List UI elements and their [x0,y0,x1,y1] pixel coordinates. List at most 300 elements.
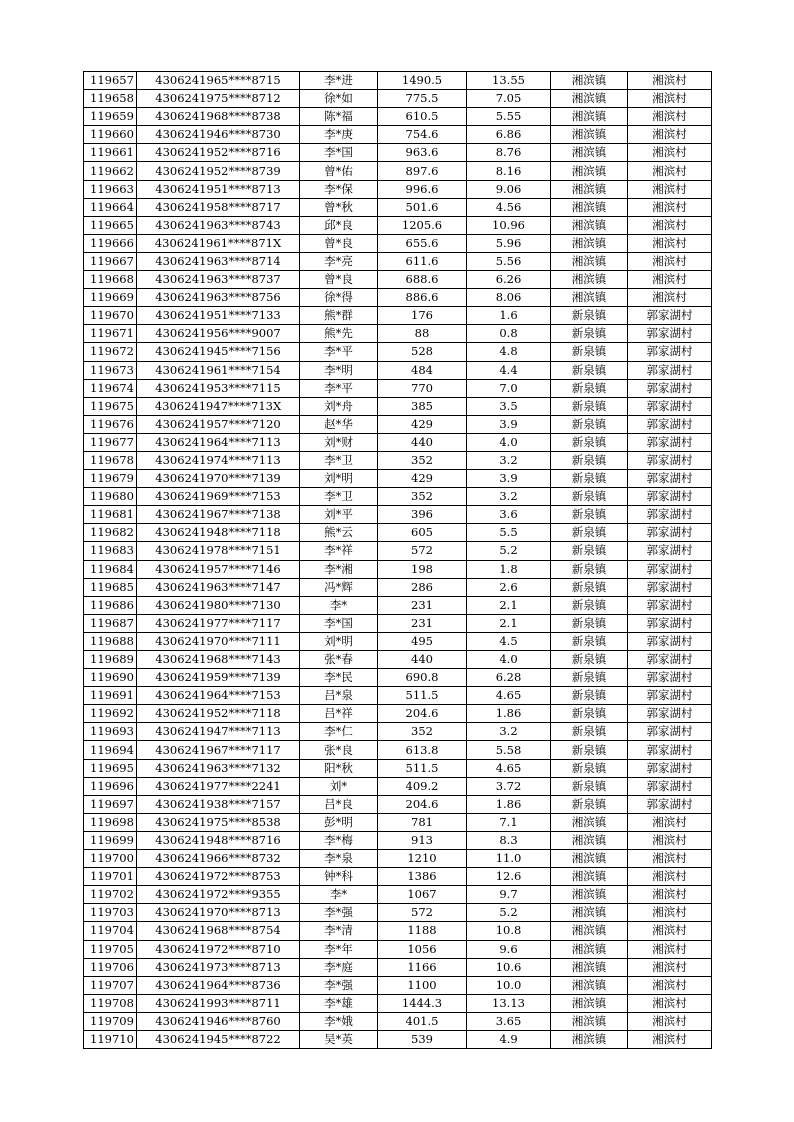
amount-cell: 539 [378,1030,467,1048]
table-row [84,271,712,289]
area-cell: 6.26 [467,271,551,289]
amount-cell: 605 [378,524,467,542]
amount-cell: 1188 [378,922,467,940]
village-cell: 湘滨村 [628,958,712,976]
area-cell: 1.86 [467,705,551,723]
area-cell: 4.65 [467,759,551,777]
id-number-cell: 4306241956****9007 [137,325,300,343]
amount-cell: 1056 [378,940,467,958]
id-number-cell: 4306241970****8713 [137,904,300,922]
record-number-cell: 119667 [84,252,137,270]
person-name-cell: 熊*先 [300,325,378,343]
village-cell: 郭家湖村 [628,524,712,542]
town-cell: 新泉镇 [551,325,628,343]
record-number-cell: 119678 [84,451,137,469]
village-cell: 郭家湖村 [628,687,712,705]
town-cell: 湘滨镇 [551,922,628,940]
person-name-cell: 李*仁 [300,723,378,741]
person-name-cell: 李*湘 [300,560,378,578]
id-number-cell: 4306241961****7154 [137,361,300,379]
record-number-cell: 119700 [84,850,137,868]
village-cell: 郭家湖村 [628,397,712,415]
village-cell: 湘滨村 [628,216,712,234]
record-number-cell: 119691 [84,687,137,705]
record-number-cell: 119689 [84,651,137,669]
amount-cell: 198 [378,560,467,578]
table-row [84,795,712,813]
person-name-cell: 彭*明 [300,813,378,831]
amount-cell: 913 [378,831,467,849]
table-row [84,669,712,687]
record-number-cell: 119705 [84,940,137,958]
id-number-cell: 4306241978****7151 [137,542,300,560]
area-cell: 7.1 [467,813,551,831]
id-number-cell: 4306241946****8730 [137,126,300,144]
area-cell: 3.2 [467,488,551,506]
id-number-cell: 4306241968****7143 [137,651,300,669]
area-cell: 10.8 [467,922,551,940]
id-number-cell: 4306241977****2241 [137,777,300,795]
record-number-cell: 119695 [84,759,137,777]
amount-cell: 528 [378,343,467,361]
amount-cell: 440 [378,433,467,451]
village-cell: 郭家湖村 [628,632,712,650]
town-cell: 湘滨镇 [551,252,628,270]
record-number-cell: 119657 [84,72,137,90]
record-number-cell: 119708 [84,994,137,1012]
village-cell: 湘滨村 [628,72,712,90]
table-row [84,234,712,252]
village-cell: 湘滨村 [628,126,712,144]
table-row [84,560,712,578]
area-cell: 13.55 [467,72,551,90]
area-cell: 9.7 [467,886,551,904]
table-row [84,976,712,994]
area-cell: 8.3 [467,831,551,849]
town-cell: 湘滨镇 [551,958,628,976]
village-cell: 湘滨村 [628,289,712,307]
table-row [84,813,712,831]
person-name-cell: 曾*佑 [300,162,378,180]
amount-cell: 1067 [378,886,467,904]
record-number-cell: 119693 [84,723,137,741]
town-cell: 湘滨镇 [551,234,628,252]
village-cell: 湘滨村 [628,90,712,108]
village-cell: 郭家湖村 [628,614,712,632]
amount-cell: 690.8 [378,669,467,687]
village-cell: 湘滨村 [628,904,712,922]
area-cell: 5.2 [467,904,551,922]
record-number-cell: 119661 [84,144,137,162]
amount-cell: 1166 [378,958,467,976]
person-name-cell: 李*民 [300,669,378,687]
record-number-cell: 119687 [84,614,137,632]
amount-cell: 572 [378,542,467,560]
amount-cell: 352 [378,723,467,741]
id-number-cell: 4306241967****7138 [137,506,300,524]
table-row [84,578,712,596]
town-cell: 新泉镇 [551,777,628,795]
id-number-cell: 4306241968****8738 [137,108,300,126]
person-name-cell: 曾*良 [300,234,378,252]
amount-cell: 429 [378,470,467,488]
village-cell: 郭家湖村 [628,705,712,723]
town-cell: 新泉镇 [551,560,628,578]
table-row [84,325,712,343]
id-number-cell: 4306241963****8743 [137,216,300,234]
area-cell: 8.06 [467,289,551,307]
record-number-cell: 119684 [84,560,137,578]
town-cell: 新泉镇 [551,741,628,759]
town-cell: 新泉镇 [551,632,628,650]
area-cell: 3.9 [467,415,551,433]
town-cell: 湘滨镇 [551,976,628,994]
area-cell: 1.6 [467,307,551,325]
person-name-cell: 李*强 [300,976,378,994]
town-cell: 湘滨镇 [551,289,628,307]
village-cell: 湘滨村 [628,1012,712,1030]
id-number-cell: 4306241975****8712 [137,90,300,108]
id-number-cell: 4306241964****7153 [137,687,300,705]
table-row [84,596,712,614]
town-cell: 新泉镇 [551,524,628,542]
village-cell: 湘滨村 [628,886,712,904]
village-cell: 郭家湖村 [628,488,712,506]
village-cell: 湘滨村 [628,252,712,270]
person-name-cell: 李*卫 [300,488,378,506]
table-row [84,759,712,777]
area-cell: 5.55 [467,108,551,126]
id-number-cell: 4306241968****8754 [137,922,300,940]
table-row [84,940,712,958]
village-cell: 湘滨村 [628,162,712,180]
area-cell: 6.86 [467,126,551,144]
town-cell: 湘滨镇 [551,90,628,108]
area-cell: 11.0 [467,850,551,868]
person-name-cell: 李*平 [300,379,378,397]
amount-cell: 1205.6 [378,216,467,234]
amount-cell: 231 [378,614,467,632]
town-cell: 湘滨镇 [551,216,628,234]
id-number-cell: 4306241977****7117 [137,614,300,632]
table-row [84,415,712,433]
area-cell: 13.13 [467,994,551,1012]
person-name-cell: 李*雄 [300,994,378,1012]
table-row [84,72,712,90]
record-number-cell: 119688 [84,632,137,650]
amount-cell: 286 [378,578,467,596]
table-row [84,289,712,307]
amount-cell: 775.5 [378,90,467,108]
person-name-cell: 冯*辉 [300,578,378,596]
area-cell: 4.9 [467,1030,551,1048]
person-name-cell: 李*国 [300,144,378,162]
village-cell: 郭家湖村 [628,669,712,687]
record-number-cell: 119701 [84,868,137,886]
village-cell: 郭家湖村 [628,651,712,669]
amount-cell: 484 [378,361,467,379]
id-number-cell: 4306241975****8538 [137,813,300,831]
id-number-cell: 4306241953****7115 [137,379,300,397]
amount-cell: 613.8 [378,741,467,759]
record-number-cell: 119680 [84,488,137,506]
amount-cell: 495 [378,632,467,650]
town-cell: 湘滨镇 [551,886,628,904]
village-cell: 郭家湖村 [628,560,712,578]
amount-cell: 204.6 [378,795,467,813]
area-cell: 5.96 [467,234,551,252]
record-number-cell: 119686 [84,596,137,614]
village-cell: 郭家湖村 [628,470,712,488]
amount-cell: 886.6 [378,289,467,307]
village-cell: 湘滨村 [628,1030,712,1048]
town-cell: 湘滨镇 [551,994,628,1012]
person-name-cell: 刘*明 [300,632,378,650]
area-cell: 3.65 [467,1012,551,1030]
id-number-cell: 4306241973****8713 [137,958,300,976]
record-number-cell: 119676 [84,415,137,433]
record-number-cell: 119710 [84,1030,137,1048]
amount-cell: 401.5 [378,1012,467,1030]
record-number-cell: 119662 [84,162,137,180]
town-cell: 新泉镇 [551,433,628,451]
record-number-cell: 119663 [84,180,137,198]
amount-cell: 231 [378,596,467,614]
area-cell: 4.56 [467,198,551,216]
person-name-cell: 徐*如 [300,90,378,108]
amount-cell: 440 [378,651,467,669]
area-cell: 4.5 [467,632,551,650]
amount-cell: 655.6 [378,234,467,252]
table-row [84,868,712,886]
town-cell: 新泉镇 [551,723,628,741]
person-name-cell: 李*泉 [300,850,378,868]
town-cell: 湘滨镇 [551,850,628,868]
id-number-cell: 4306241972****9355 [137,886,300,904]
area-cell: 3.2 [467,451,551,469]
town-cell: 湘滨镇 [551,126,628,144]
id-number-cell: 4306241948****8716 [137,831,300,849]
town-cell: 湘滨镇 [551,180,628,198]
village-cell: 郭家湖村 [628,343,712,361]
town-cell: 新泉镇 [551,343,628,361]
id-number-cell: 4306241959****7139 [137,669,300,687]
amount-cell: 1386 [378,868,467,886]
person-name-cell: 李*庚 [300,126,378,144]
town-cell: 新泉镇 [551,307,628,325]
id-number-cell: 4306241957****7146 [137,560,300,578]
table-row [84,1012,712,1030]
person-name-cell: 熊*云 [300,524,378,542]
id-number-cell: 4306241945****8722 [137,1030,300,1048]
id-number-cell: 4306241958****8717 [137,198,300,216]
village-cell: 湘滨村 [628,976,712,994]
village-cell: 湘滨村 [628,940,712,958]
village-cell: 郭家湖村 [628,723,712,741]
id-number-cell: 4306241963****8756 [137,289,300,307]
table-row [84,361,712,379]
village-cell: 郭家湖村 [628,741,712,759]
amount-cell: 754.6 [378,126,467,144]
town-cell: 新泉镇 [551,759,628,777]
amount-cell: 511.5 [378,759,467,777]
record-number-cell: 119690 [84,669,137,687]
person-name-cell: 李* [300,596,378,614]
table-row [84,144,712,162]
person-name-cell: 李*祥 [300,542,378,560]
amount-cell: 352 [378,488,467,506]
village-cell: 郭家湖村 [628,307,712,325]
person-name-cell: 李*强 [300,904,378,922]
id-number-cell: 4306241965****8715 [137,72,300,90]
town-cell: 新泉镇 [551,361,628,379]
village-cell: 湘滨村 [628,850,712,868]
person-name-cell: 李*平 [300,343,378,361]
village-cell: 郭家湖村 [628,415,712,433]
amount-cell: 1100 [378,976,467,994]
person-name-cell: 刘*平 [300,506,378,524]
person-name-cell: 曾*秋 [300,198,378,216]
area-cell: 9.6 [467,940,551,958]
town-cell: 新泉镇 [551,596,628,614]
table-row [84,705,712,723]
town-cell: 新泉镇 [551,614,628,632]
record-table-body [84,72,712,1049]
area-cell: 7.0 [467,379,551,397]
table-row [84,90,712,108]
area-cell: 6.28 [467,669,551,687]
village-cell: 郭家湖村 [628,542,712,560]
table-row [84,831,712,849]
person-name-cell: 李*亮 [300,252,378,270]
table-row [84,886,712,904]
area-cell: 5.2 [467,542,551,560]
id-number-cell: 4306241980****7130 [137,596,300,614]
record-number-cell: 119682 [84,524,137,542]
table-row [84,741,712,759]
table-row [84,723,712,741]
amount-cell: 204.6 [378,705,467,723]
village-cell: 郭家湖村 [628,433,712,451]
person-name-cell: 吕*泉 [300,687,378,705]
amount-cell: 396 [378,506,467,524]
area-cell: 12.6 [467,868,551,886]
area-cell: 0.8 [467,325,551,343]
town-cell: 新泉镇 [551,470,628,488]
record-number-cell: 119679 [84,470,137,488]
area-cell: 10.96 [467,216,551,234]
town-cell: 新泉镇 [551,705,628,723]
village-cell: 湘滨村 [628,234,712,252]
id-number-cell: 4306241948****7118 [137,524,300,542]
amount-cell: 781 [378,813,467,831]
area-cell: 5.5 [467,524,551,542]
area-cell: 2.1 [467,614,551,632]
person-name-cell: 徐*得 [300,289,378,307]
id-number-cell: 4306241963****8737 [137,271,300,289]
town-cell: 新泉镇 [551,651,628,669]
record-number-cell: 119707 [84,976,137,994]
table-row [84,850,712,868]
person-name-cell: 钟*科 [300,868,378,886]
town-cell: 湘滨镇 [551,72,628,90]
table-row [84,922,712,940]
person-name-cell: 刘*财 [300,433,378,451]
table-row [84,632,712,650]
amount-cell: 409.2 [378,777,467,795]
amount-cell: 688.6 [378,271,467,289]
area-cell: 4.65 [467,687,551,705]
id-number-cell: 4306241966****8732 [137,850,300,868]
table-row [84,1030,712,1048]
village-cell: 湘滨村 [628,831,712,849]
person-name-cell: 李*卫 [300,451,378,469]
town-cell: 湘滨镇 [551,144,628,162]
person-name-cell: 阳*秋 [300,759,378,777]
id-number-cell: 4306241967****7117 [137,741,300,759]
person-name-cell: 吴*英 [300,1030,378,1048]
record-number-cell: 119696 [84,777,137,795]
table-row [84,470,712,488]
person-name-cell: 吕*良 [300,795,378,813]
amount-cell: 611.6 [378,252,467,270]
town-cell: 新泉镇 [551,578,628,596]
id-number-cell: 4306241963****7132 [137,759,300,777]
amount-cell: 770 [378,379,467,397]
amount-cell: 429 [378,415,467,433]
record-number-cell: 119673 [84,361,137,379]
amount-cell: 176 [378,307,467,325]
person-name-cell: 李*国 [300,614,378,632]
village-cell: 湘滨村 [628,813,712,831]
record-number-cell: 119674 [84,379,137,397]
area-cell: 4.8 [467,343,551,361]
person-name-cell: 张*春 [300,651,378,669]
id-number-cell: 4306241974****7113 [137,451,300,469]
person-name-cell: 李* [300,886,378,904]
record-number-cell: 119681 [84,506,137,524]
village-cell: 郭家湖村 [628,361,712,379]
table-row [84,343,712,361]
table-row [84,651,712,669]
record-number-cell: 119669 [84,289,137,307]
record-number-cell: 119699 [84,831,137,849]
person-name-cell: 李*年 [300,940,378,958]
area-cell: 1.8 [467,560,551,578]
town-cell: 新泉镇 [551,488,628,506]
record-number-cell: 119675 [84,397,137,415]
amount-cell: 352 [378,451,467,469]
village-cell: 郭家湖村 [628,759,712,777]
area-cell: 10.6 [467,958,551,976]
person-name-cell: 李*清 [300,922,378,940]
id-number-cell: 4306241947****7113 [137,723,300,741]
town-cell: 湘滨镇 [551,904,628,922]
amount-cell: 1444.3 [378,994,467,1012]
amount-cell: 385 [378,397,467,415]
town-cell: 新泉镇 [551,451,628,469]
table-row [84,904,712,922]
village-cell: 湘滨村 [628,922,712,940]
table-row [84,252,712,270]
id-number-cell: 4306241946****8760 [137,1012,300,1030]
town-cell: 湘滨镇 [551,1012,628,1030]
area-cell: 7.05 [467,90,551,108]
amount-cell: 610.5 [378,108,467,126]
person-name-cell: 李*明 [300,361,378,379]
table-row [84,126,712,144]
town-cell: 新泉镇 [551,795,628,813]
